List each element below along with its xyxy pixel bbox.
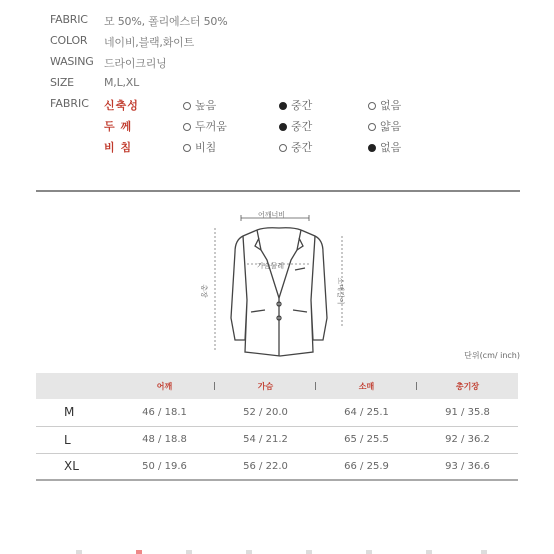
table-row <box>36 399 518 426</box>
table-header-length: 총기장 <box>455 381 480 391</box>
table-cell: 64 / 25.1 <box>344 406 389 418</box>
radio-filled-icon <box>279 102 287 110</box>
size-table <box>36 373 518 481</box>
jacket-outline-icon <box>205 200 355 360</box>
table-cell: 66 / 25.9 <box>344 460 389 472</box>
radio-filled-icon <box>279 123 287 131</box>
table-cell: 93 / 36.6 <box>445 460 490 472</box>
option-medium: 중간 <box>279 118 312 134</box>
radio-empty-icon <box>368 102 376 110</box>
option-none: 없음 <box>368 139 401 155</box>
table-cell: 46 / 18.1 <box>142 406 187 418</box>
table-cell: 92 / 36.2 <box>445 434 490 445</box>
footer-mark <box>246 550 252 554</box>
footer-mark <box>76 550 82 554</box>
table-cell: 65 / 25.5 <box>344 434 389 445</box>
table-header-sleeve: 소매 <box>316 373 417 399</box>
footer-mark <box>426 550 432 554</box>
table-cell: 52 / 20.0 <box>243 406 288 418</box>
table-header-row <box>36 373 518 399</box>
info-value: M,L,XL <box>104 76 140 89</box>
radio-empty-icon <box>279 144 287 152</box>
footer-mark <box>481 550 487 554</box>
info-value: 모 50%, 폴리에스터 50% <box>104 15 228 28</box>
radio-empty-icon <box>183 144 191 152</box>
fabric-label: FABRIC <box>50 97 89 110</box>
radio-empty-icon <box>368 123 376 131</box>
fabric-category: 신축성 <box>104 99 139 112</box>
size-name: M <box>64 405 75 420</box>
radio-filled-icon <box>368 144 376 152</box>
info-label: SIZE <box>50 76 74 89</box>
size-name: L <box>64 432 71 447</box>
footer-mark <box>366 550 372 554</box>
option-medium: 중간 <box>279 97 312 113</box>
length-label: 총장 <box>199 284 208 298</box>
option-sheer: 비침 <box>183 139 216 155</box>
table-header-shoulder: 어깨 <box>114 373 215 399</box>
table-cell: 50 / 19.6 <box>142 460 187 472</box>
shoulder-label: 어깨너비 <box>258 211 286 219</box>
chest-label: 가슴둘레 <box>257 262 285 270</box>
cropped-footer <box>36 544 518 554</box>
radio-empty-icon <box>183 123 191 131</box>
table-row <box>36 426 518 453</box>
table-cell: 91 / 35.8 <box>445 406 490 418</box>
table-cell: 48 / 18.8 <box>142 434 187 445</box>
info-label: FABRIC <box>50 13 88 26</box>
table-header-chest: 가슴 <box>215 373 316 399</box>
unit-label: 단위(cm/ inch) <box>464 351 520 360</box>
table-cell: 56 / 22.0 <box>243 460 288 472</box>
size-name: XL <box>64 459 79 474</box>
radio-empty-icon <box>183 102 191 110</box>
table-row <box>36 453 518 480</box>
option-medium: 중간 <box>279 139 312 155</box>
footer-mark <box>186 550 192 554</box>
option-thick: 두꺼움 <box>183 118 227 134</box>
footer-mark <box>136 550 142 554</box>
sleeve-label: 소매길이 <box>336 277 345 305</box>
info-label: COLOR <box>50 34 88 47</box>
option-high: 높음 <box>183 97 216 113</box>
option-thin: 얇음 <box>368 118 401 134</box>
table-header <box>36 373 114 399</box>
fabric-category: 비 침 <box>104 141 133 154</box>
info-value: 네이비,블랙,화이트 <box>104 36 195 49</box>
option-none: 없음 <box>368 97 401 113</box>
footer-mark <box>306 550 312 554</box>
fabric-category: 두 께 <box>104 120 133 133</box>
section-divider <box>36 190 520 192</box>
info-label: WASING <box>50 55 94 68</box>
info-value: 드라이크리닝 <box>104 57 167 70</box>
table-cell: 54 / 21.2 <box>243 434 288 445</box>
jacket-diagram <box>199 200 355 360</box>
